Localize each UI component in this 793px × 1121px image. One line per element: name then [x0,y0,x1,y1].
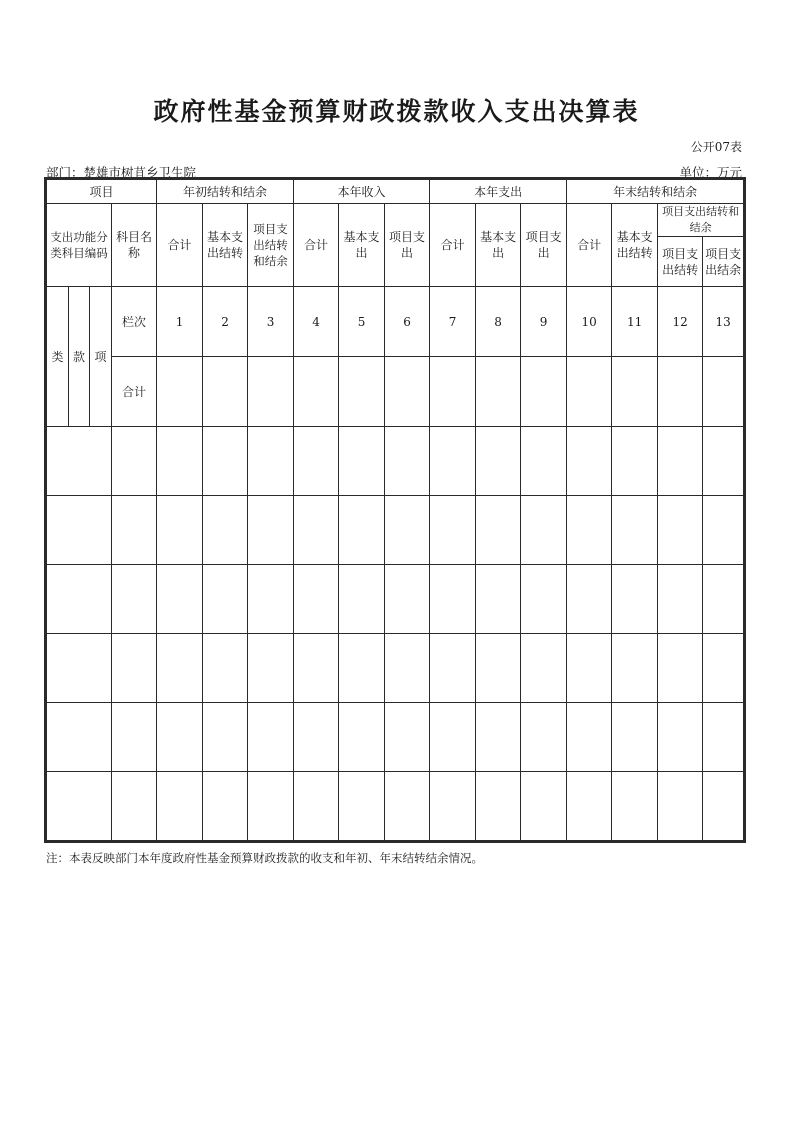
settlement-table [46,179,744,841]
table-cell [47,427,112,496]
table-cell [476,772,521,841]
table-cell [157,357,203,427]
table-cell [521,496,567,565]
table-cell [203,496,248,565]
table-cell [47,565,112,634]
header-expense-total: 合计 [430,204,476,287]
header-closing-project-carry: 项目支出结转 [658,237,703,287]
table-cell [294,703,339,772]
table-cell [430,496,476,565]
table-cell [339,357,385,427]
table-cell [112,634,157,703]
header-closing-project-surplus: 项目支出结余 [703,237,744,287]
unit-label: 单位：万元 [679,165,742,180]
table-cell [385,634,430,703]
header-expense: 本年支出 [430,180,567,204]
table-cell [521,357,567,427]
table-cell [248,772,294,841]
table-cell [47,772,112,841]
report-title: 政府性基金预算财政拨款收入支出决算表 [153,97,640,126]
table-row [47,772,744,841]
column-number: 9 [521,287,567,357]
column-number: 12 [658,287,703,357]
header-closing-balance: 年末结转和结余 [567,180,744,204]
table-cell [476,565,521,634]
table-cell [658,357,703,427]
header-kuan: 款 [69,287,90,427]
table-cell [157,634,203,703]
table-cell [476,357,521,427]
table-cell [203,772,248,841]
header-item: 项目 [47,180,157,204]
column-number: 5 [339,287,385,357]
table-cell [47,703,112,772]
table-cell [567,634,612,703]
header-income-total: 合计 [294,204,339,287]
table-cell [703,565,744,634]
table-cell [112,427,157,496]
table-cell [385,565,430,634]
header-lei: 类 [47,287,69,427]
table-cell [567,496,612,565]
table-row [47,496,744,565]
table-cell [112,565,157,634]
table-cell [430,427,476,496]
table-cell [203,565,248,634]
table-cell [658,634,703,703]
table-cell [430,703,476,772]
table-cell [112,772,157,841]
header-opening-balance: 年初结转和结余 [157,180,294,204]
column-number: 13 [703,287,744,357]
table-cell [567,772,612,841]
table-row [47,703,744,772]
table-cell [612,427,658,496]
table-cell [248,703,294,772]
table-cell [294,357,339,427]
table-cell [567,703,612,772]
table-cell [430,357,476,427]
column-number: 2 [203,287,248,357]
column-number-label: 栏次 [112,287,157,357]
table-cell [612,703,658,772]
table-cell [476,703,521,772]
table-cell [157,703,203,772]
table-cell [339,772,385,841]
table-cell [294,496,339,565]
table-cell [612,772,658,841]
table-cell [703,703,744,772]
table-cell [203,634,248,703]
table-cell [157,772,203,841]
table-row [47,565,744,634]
table-cell [703,772,744,841]
table-cell [294,772,339,841]
table-cell [339,496,385,565]
table-cell [203,357,248,427]
form-number: 公开07表 [690,140,742,154]
table-cell [476,496,521,565]
table-cell [47,634,112,703]
table-cell [703,496,744,565]
table-cell [612,565,658,634]
table-cell [385,703,430,772]
table-cell [612,496,658,565]
table-cell [248,427,294,496]
header-opening-project-carry-surplus: 项目支出结转和结余 [248,204,294,287]
table-cell [658,703,703,772]
header-income-project: 项目支出 [385,204,430,287]
table-cell [339,703,385,772]
header-closing-project-carry-surplus: 项目支出结转和结余 [658,204,744,237]
table-cell [521,427,567,496]
column-number: 8 [476,287,521,357]
table-cell [339,634,385,703]
table-cell [658,565,703,634]
footnote: 注：本表反映部门本年度政府性基金预算财政拨款的收支和年初、年末结转结余情况。 [46,851,483,865]
header-closing-basic-carry: 基本支出结转 [612,204,658,287]
column-number: 10 [567,287,612,357]
table-cell [248,634,294,703]
header-func-code: 支出功能分类科目编码 [47,204,112,287]
table-cell [157,496,203,565]
table-cell [703,357,744,427]
table-cell [567,427,612,496]
header-opening-total: 合计 [157,204,203,287]
table-cell [203,703,248,772]
table-cell [521,772,567,841]
table-cell [521,703,567,772]
table-cell [112,703,157,772]
table-cell [294,634,339,703]
table-row [47,427,744,496]
table-cell [157,427,203,496]
column-number: 3 [248,287,294,357]
total-row-label: 合计 [112,357,157,427]
column-number: 6 [385,287,430,357]
table-cell [385,496,430,565]
header-closing-total: 合计 [567,204,612,287]
table-cell [658,772,703,841]
column-number: 1 [157,287,203,357]
header-income-basic: 基本支出 [339,204,385,287]
table-cell [567,357,612,427]
table-cell [112,496,157,565]
table-cell [612,634,658,703]
header-opening-basic-carry: 基本支出结转 [203,204,248,287]
table-cell [476,634,521,703]
table-cell [430,772,476,841]
table-cell [567,565,612,634]
table-cell [339,565,385,634]
table-cell [248,496,294,565]
table-cell [703,427,744,496]
header-subject-name: 科目名称 [112,204,157,287]
table-cell [385,427,430,496]
table-cell [521,565,567,634]
table-cell [703,634,744,703]
table-cell [658,427,703,496]
header-expense-basic: 基本支出 [476,204,521,287]
table-cell [612,357,658,427]
department-label: 部门：楚雄市树苴乡卫生院 [46,165,197,180]
column-number: 7 [430,287,476,357]
column-number: 4 [294,287,339,357]
header-expense-project: 项目支出 [521,204,567,287]
header-income: 本年收入 [294,180,430,204]
table-cell [47,496,112,565]
table-cell [157,565,203,634]
table-cell [385,772,430,841]
total-row [47,357,744,427]
table-cell [294,565,339,634]
column-number: 11 [612,287,658,357]
table-row [47,634,744,703]
table-cell [248,357,294,427]
table-cell [385,357,430,427]
table-cell [248,565,294,634]
table-cell [658,496,703,565]
table-cell [203,427,248,496]
table-cell [339,427,385,496]
header-xiang: 项 [90,287,112,427]
table-cell [476,427,521,496]
table-cell [430,565,476,634]
table-cell [430,634,476,703]
table-cell [294,427,339,496]
table-cell [521,634,567,703]
